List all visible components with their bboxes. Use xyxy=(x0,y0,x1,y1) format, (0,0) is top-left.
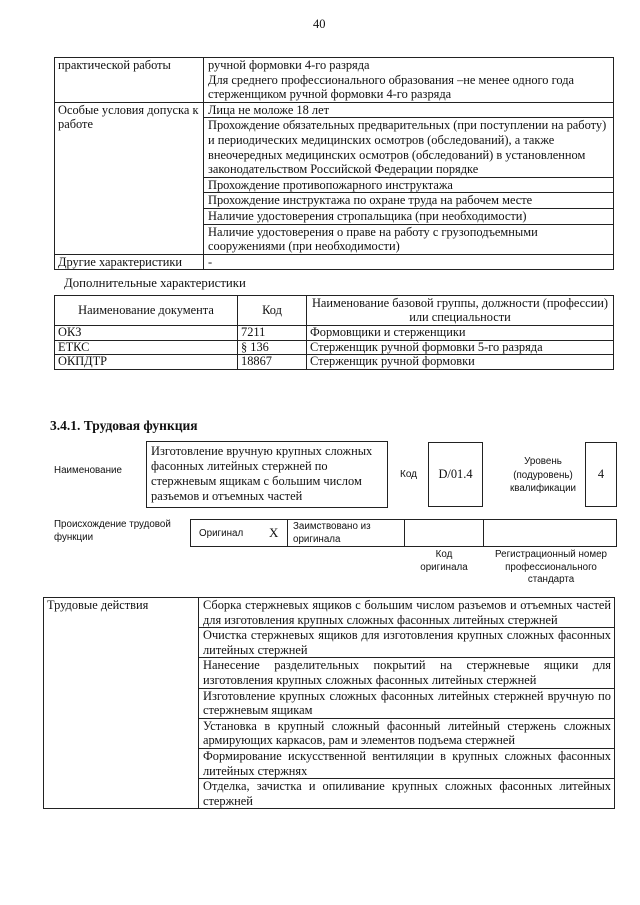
additional-characteristics-title: Дополнительные характеристики xyxy=(64,276,246,290)
origin-code-cell xyxy=(404,519,484,547)
origin-original-cell xyxy=(190,519,288,547)
borrowed-label: Заимствовано из оригинала xyxy=(293,521,371,545)
row-label: Особые условия допуска к работе xyxy=(55,102,204,254)
origin-borrowed-cell xyxy=(287,519,405,547)
table-cell: ЕТКС xyxy=(55,340,238,355)
original-mark: X xyxy=(269,525,279,540)
table-row xyxy=(55,254,614,270)
action-item: Формирование искусственной вентиляции в крупных сложных фасонных литейных стержнях xyxy=(199,748,615,778)
row-label: Другие характеристики xyxy=(55,254,204,270)
section-heading: 3.4.1. Трудовая функция xyxy=(50,418,198,433)
table-row xyxy=(55,58,614,103)
action-item: Очистка стержневых ящиков для изготовления крупных сложных фасонных литейных стержней xyxy=(199,628,615,658)
additional-characteristics-table xyxy=(54,295,614,370)
column-header: Код xyxy=(238,296,307,326)
origin-reg-cell xyxy=(483,519,617,547)
action-item: Изготовление крупных сложных фасонных литейных стержней вручную по стержневым ящикам xyxy=(199,688,615,718)
row-value: ручной формовки 4-го разряда Для среднего профессионального образования –не менее одного года стерженщиком ручной формовки 4-го разряда xyxy=(204,58,614,103)
row-value: - xyxy=(204,254,614,270)
table-row xyxy=(44,598,615,628)
row-value: Прохождение обязательных предварительных (при поступлении на работу) и периодических медицинских осмотров (обследований), а также внеочередных медицинских осмотров (обследований) в установленном законодательством Российской Федерации порядке xyxy=(204,118,614,177)
table-cell: Стерженщик ручной формовки 5-го разряда xyxy=(307,340,614,355)
column-header: Наименование документа xyxy=(55,296,238,326)
code-value-text: D/01.4 xyxy=(438,467,473,481)
code-original-label: Код оригинала xyxy=(420,549,468,573)
row-value: Прохождение противопожарного инструктажа xyxy=(204,177,614,193)
row-label: практической работы xyxy=(55,58,204,103)
table-cell: Формовщики и стерженщики xyxy=(307,326,614,341)
action-item: Отделка, зачистка и опиливание крупных сложных фасонных литейных стержней xyxy=(199,779,615,809)
name-value: Изготовление вручную крупных сложных фасонных литейных стержней по стержневым ящикам с большим числом разъемов и отъемных частей xyxy=(146,441,388,508)
table-cell: ОКПДТР xyxy=(55,355,238,370)
table-cell: 7211 xyxy=(238,326,307,341)
origin-label: Происхождение трудовой функции xyxy=(54,519,171,543)
table-header-row xyxy=(55,296,614,326)
level-label: Уровень (подуровень) квалификации xyxy=(509,456,577,494)
table-row xyxy=(55,340,614,355)
column-header: Наименование базовой группы, должности (профессии) или специальности xyxy=(307,296,614,326)
table-row xyxy=(55,102,614,118)
name-label: Наименование xyxy=(54,465,122,476)
code-label: Код xyxy=(400,469,418,480)
level-value-text: 4 xyxy=(597,467,605,481)
row-value: Прохождение инструктажа по охране труда на рабочем месте xyxy=(204,193,614,209)
action-item: Сборка стержневых ящиков с большим числом разъемов и отъемных частей для изготовления крупных сложных фасонных литейных стержней xyxy=(199,598,615,628)
table-cell: § 136 xyxy=(238,340,307,355)
action-item: Нанесение разделительных покрытий на стержневые ящики для изготовления крупных сложных фасонных литейных стержней xyxy=(199,658,615,688)
level-value xyxy=(585,442,617,507)
table-row xyxy=(55,326,614,341)
table-cell: 18867 xyxy=(238,355,307,370)
reg-number-label: Регистрационный номер профессионального стандарта xyxy=(495,549,607,585)
table-cell: ОКЗ xyxy=(55,326,238,341)
row-value: Лица не моложе 18 лет xyxy=(204,102,614,118)
labor-actions-table xyxy=(43,597,615,809)
original-label: Оригинал xyxy=(199,528,244,539)
row-value: Наличие удостоверения стропальщика (при необходимости) xyxy=(204,208,614,224)
row-value: Наличие удостоверения о праве на работу с грузоподъемными сооружениями (при необходимости) xyxy=(204,224,614,254)
table-cell: Стерженщик ручной формовки xyxy=(307,355,614,370)
page-number: 40 xyxy=(313,17,326,31)
code-value xyxy=(428,442,483,507)
qualification-requirements-table xyxy=(54,57,614,270)
action-item: Установка в крупный сложный фасонный литейный стержень сложных армирующих каркасов, рам и элементов подъема стержней xyxy=(199,718,615,748)
table-row xyxy=(55,355,614,370)
actions-label: Трудовые действия xyxy=(44,598,199,809)
